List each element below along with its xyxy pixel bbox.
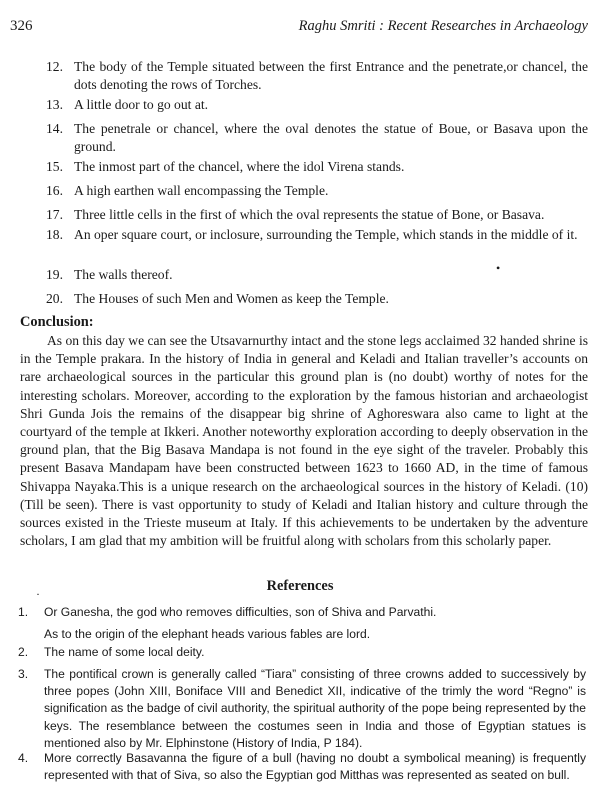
reference-text: The name of some local deity.	[44, 645, 205, 659]
running-head: Raghu Smriti : Recent Researches in Archaeology	[298, 18, 588, 34]
reference-text: More correctly Basavanna the figure of a bull (having no doubt a symbolical meaning) is frequently represented with that of Siva, so also the Egyptian god Mitthas was represented as seated on bull.	[44, 751, 586, 783]
item-text: The inmost part of the chancel, where the idol Virena stands.	[74, 159, 405, 174]
reference-text: As to the origin of the elephant heads various fables are lord.	[44, 627, 371, 641]
item-text: A little door to go out at.	[74, 97, 209, 112]
reference-number: 2.	[18, 645, 29, 659]
scan-speck: ·	[36, 587, 40, 601]
references-heading: References	[266, 578, 334, 594]
item-number: 19.	[46, 267, 63, 282]
reference-number: 1.	[18, 605, 29, 619]
reference-text: The pontifical crown is generally called “Tiara” consisting of three crowns added to successively by three popes (John XIII, Boniface VIII and Benedict XII, indicative of the trimly the word “Regno” is signification as the badge of civil authority, the spiritual authority of the pope being represented by the keys. The resemblance between the costumes seen in India and those of Egyptian statues is mentioned also by Mr. Elphinstone (History of India, P 184).	[44, 667, 586, 750]
item-text: The walls thereof.	[74, 267, 173, 282]
item-number: 13.	[46, 97, 63, 112]
item-number: 17.	[46, 207, 63, 222]
item-number: 15.	[46, 159, 63, 174]
item-number: 12.	[46, 59, 63, 74]
item-text: The body of the Temple situated between the first Entrance and the penetrate,or chancel, the dots denoting the rows of Torches.	[74, 59, 588, 92]
item-text: Three little cells in the first of which the oval represents the statue of Bone, or Basava.	[74, 207, 545, 222]
item-text: The penetrale or chancel, where the oval denotes the statue of Boue, or Basava upon the ground.	[74, 121, 588, 154]
reference-number: 3.	[18, 667, 29, 681]
item-text: The Houses of such Men and Women as keep the Temple.	[74, 291, 389, 306]
item-number: 18.	[46, 227, 63, 242]
conclusion-paragraph: As on this day we can see the Utsavarnurthy intact and the stone legs acclaimed 32 handed shrine is in the Temple prakara. In the history of India in general and Keladi and Italian traveller’s accounts on rare archaeological sources in the particular this ground plan is (no doubt) worthy of notes for the interesting scholars. Moreover, according to the exploration by the famous historian and archaeologist Shri Gunda Jois the remains of the disappear big shrine of Aghoreswara also came to light at the courtyard of the temple at Ikkeri. Another noteworthy exploration according to deeply observation in the ground plan, that the Big Basava Mandapa is not found in the eye sight of the traveler. Probably this present Basava Mandapam have been constructed between 1623 to 1660 AD, in the time of famous Shivappa Nayaka.This is a unique research on the archaeological sources in the history of Keladi. (10) (Till be seen). There is vast opportunity to study of Keladi and Italian history and culture through the sources existed in the Trieste museum at Italy. If this achievements to be undertaken by the adventure scholars, I am glad that my ambition will be fruitful along with scholars from this scholarly paper.	[20, 333, 588, 549]
conclusion-heading: Conclusion:	[20, 314, 94, 330]
scan-speck: •	[496, 261, 501, 275]
item-text: A high earthen wall encompassing the Temple.	[74, 183, 329, 198]
item-number: 20.	[46, 291, 63, 306]
reference-number: 4.	[18, 751, 29, 765]
reference-text: Or Ganesha, the god who removes difficulties, son of Shiva and Parvathi.	[44, 605, 437, 619]
item-number: 14.	[46, 121, 63, 136]
item-text: An oper square court, or inclosure, surrounding the Temple, which stands in the middle of it.	[74, 227, 578, 242]
page-header	[10, 18, 588, 40]
item-number: 16.	[46, 183, 63, 198]
page-number: 326	[10, 18, 33, 34]
